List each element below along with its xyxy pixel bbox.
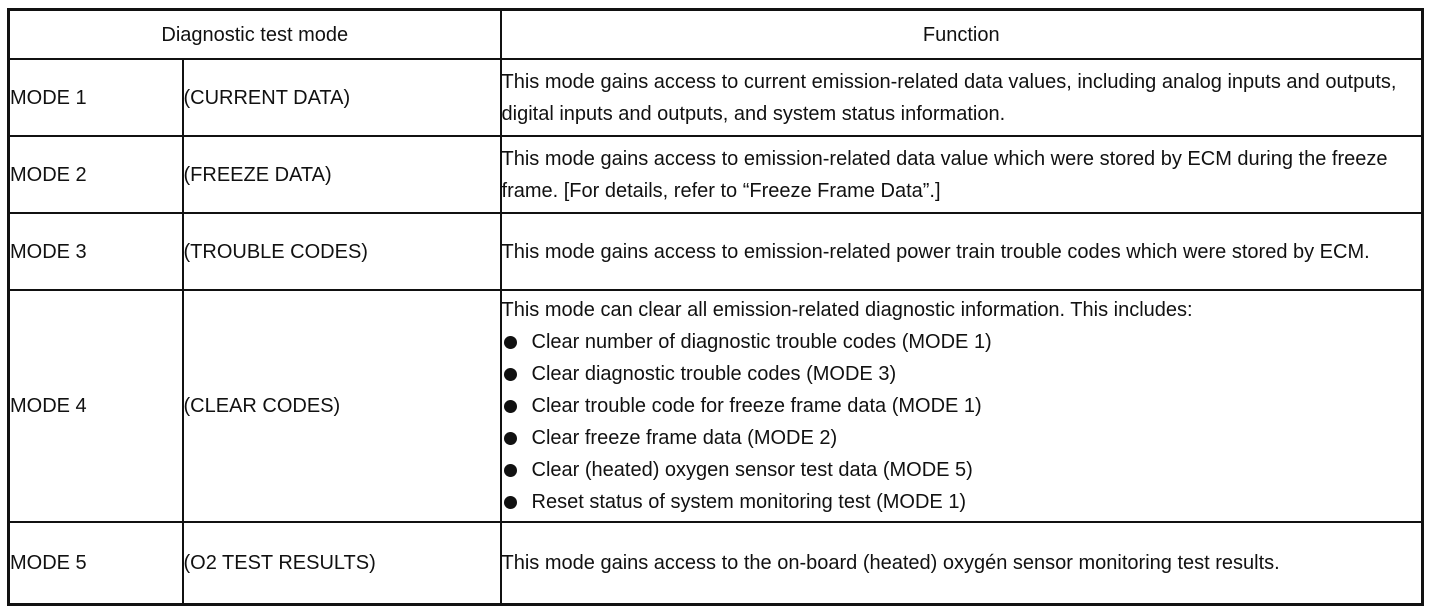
table-row <box>9 213 1423 290</box>
bullet-icon <box>504 368 517 381</box>
function-cell <box>501 136 1423 213</box>
bullet-icon <box>504 432 517 445</box>
list-item-text: Clear diagnostic trouble codes (MODE 3) <box>531 363 897 385</box>
bullet-icon <box>504 496 517 509</box>
mode-name-cell: (O2 TEST RESULTS) <box>183 522 501 605</box>
mode-name-cell: (CLEAR CODES) <box>183 290 501 522</box>
bullet-icon <box>504 464 517 477</box>
header-function: Function <box>501 10 1423 60</box>
bullet-icon <box>504 336 517 349</box>
list-item <box>502 486 1422 518</box>
table-row <box>9 59 1423 136</box>
mode-cell: MODE 2 <box>9 136 183 213</box>
mode-cell: MODE 5 <box>9 522 183 605</box>
list-item-text: Clear freeze frame data (MODE 2) <box>531 427 838 449</box>
diagnostic-test-mode-table <box>7 8 1424 606</box>
table-row <box>9 290 1423 522</box>
list-item <box>502 326 1422 358</box>
table-row <box>9 522 1423 605</box>
list-item-text: Clear number of diagnostic trouble codes (MODE 1) <box>531 331 992 353</box>
clear-items-list <box>502 326 1422 518</box>
list-item <box>502 358 1422 390</box>
mode-name-cell: (TROUBLE CODES) <box>183 213 501 290</box>
bullet-icon <box>504 400 517 413</box>
function-cell <box>501 290 1423 522</box>
table-header <box>9 10 1423 60</box>
function-text: This mode gains access to emission-related power train trouble codes which were stored by ECM. <box>501 240 1370 263</box>
function-cell <box>501 59 1423 136</box>
mode-name-cell: (FREEZE DATA) <box>183 136 501 213</box>
mode-cell: MODE 3 <box>9 213 183 290</box>
list-item <box>502 422 1422 454</box>
mode-name-cell: (CURRENT DATA) <box>183 59 501 136</box>
list-item <box>502 390 1422 422</box>
header-diagnostic-test-mode: Diagnostic test mode <box>9 10 501 60</box>
function-text: This mode gains access to current emission-related data values, including analog inputs and outputs, digital inputs and outputs, and system status information. <box>501 70 1397 125</box>
list-item <box>502 454 1422 486</box>
list-item-text: Clear (heated) oxygen sensor test data (MODE 5) <box>531 459 973 481</box>
function-text: This mode can clear all emission-related diagnostic information. This includes: <box>501 299 1193 321</box>
list-item-text: Clear trouble code for freeze frame data (MODE 1) <box>531 395 982 417</box>
list-item-text: Reset status of system monitoring test (MODE 1) <box>531 491 967 513</box>
function-cell <box>501 522 1423 605</box>
function-text: This mode gains access to the on-board (heated) oxygén sensor monitoring test results. <box>501 552 1280 574</box>
function-text: This mode gains access to emission-related data value which were stored by ECM during the freeze frame. [For details, refer to “Freeze Frame Data”.] <box>501 147 1388 202</box>
table-row <box>9 136 1423 213</box>
mode-cell: MODE 1 <box>9 59 183 136</box>
mode-cell: MODE 4 <box>9 290 183 522</box>
function-cell <box>501 213 1423 290</box>
